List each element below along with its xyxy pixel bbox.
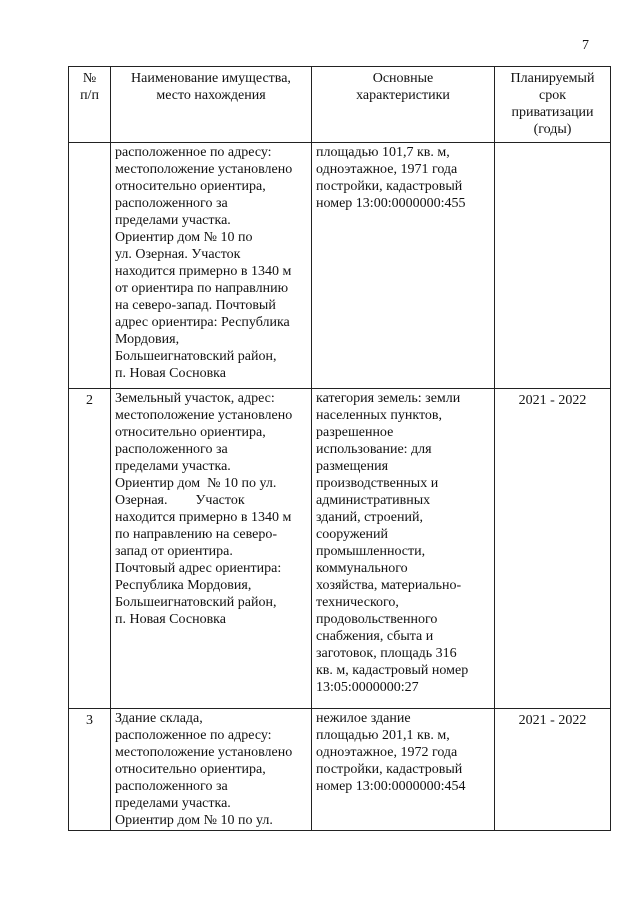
property-name-line: находится примерно в 1340 м xyxy=(115,264,292,279)
row-number xyxy=(69,143,111,389)
property-name-line: расположенное по адресу: xyxy=(115,145,272,160)
property-name-line: местоположение установлено xyxy=(115,745,293,760)
characteristics-cell xyxy=(312,709,495,831)
characteristics-line: площадью 101,7 кв. м, xyxy=(316,145,450,160)
header-characteristics: Основные характеристики xyxy=(312,67,495,143)
characteristics-line: административных xyxy=(316,493,431,508)
characteristics-line: коммунального xyxy=(316,561,408,576)
property-name-line: расположенного за xyxy=(115,442,228,457)
characteristics-line: заготовок, площадь 316 xyxy=(316,646,457,661)
privatization-term-cell: 2021 - 2022 xyxy=(495,389,611,709)
property-name-line: местоположение установлено xyxy=(115,408,293,423)
property-name-line: расположенного за xyxy=(115,196,228,211)
property-name-line: от ориентира по направлнию xyxy=(115,281,289,296)
property-name-line: Республика Мордовия, xyxy=(115,578,252,593)
header-number: № п/п xyxy=(69,67,111,143)
property-name-line: п. Новая Сосновка xyxy=(115,366,226,381)
characteristics-line: хозяйства, материально- xyxy=(316,578,462,593)
property-name-cell xyxy=(111,389,312,709)
characteristics-line: разрешенное xyxy=(316,425,394,440)
property-name-line: Земельный участок, адрес: xyxy=(115,391,275,406)
characteristics-line: населенных пунктов, xyxy=(316,408,443,423)
table-row xyxy=(69,143,611,389)
property-name-cell xyxy=(111,143,312,389)
property-name-line: расположенного за xyxy=(115,779,228,794)
characteristics-line: одноэтажное, 1972 года xyxy=(316,745,458,760)
characteristics-line: одноэтажное, 1971 года xyxy=(316,162,458,177)
property-name-line: расположенное по адресу: xyxy=(115,728,272,743)
property-name-line: относительно ориентира, xyxy=(115,179,266,194)
property-name-line: Озерная. Участок xyxy=(115,493,245,508)
characteristics-line: промышленности, xyxy=(316,544,426,559)
privatization-term-cell xyxy=(495,143,611,389)
property-name-cell xyxy=(111,709,312,831)
characteristics-line: постройки, кадастровый xyxy=(316,762,463,777)
property-name-line: адрес ориентира: Республика xyxy=(115,315,290,330)
characteristics-line: постройки, кадастровый xyxy=(316,179,463,194)
property-name-line: по направлению на северо- xyxy=(115,527,277,542)
header-privatization-term: Планируемый срок приватизации (годы) xyxy=(495,67,611,143)
characteristics-line: продовольственного xyxy=(316,612,438,627)
characteristics-line: 13:05:0000000:27 xyxy=(316,680,419,695)
property-name-line: пределами участка. xyxy=(115,459,231,474)
property-name-line: Здание склада, xyxy=(115,711,203,726)
property-name-line: Большеигнатовский район, xyxy=(115,595,277,610)
table-row xyxy=(69,389,611,709)
characteristics-line: зданий, строений, xyxy=(316,510,423,525)
table-row xyxy=(69,709,611,831)
row-number: 2 xyxy=(69,389,111,709)
characteristics-cell xyxy=(312,143,495,389)
property-name-line: местоположение установлено xyxy=(115,162,293,177)
property-name-line: Большеигнатовский район, xyxy=(115,349,277,364)
property-name-line: Почтовый адрес ориентира: xyxy=(115,561,282,576)
property-name-line: относительно ориентира, xyxy=(115,425,266,440)
property-name-line: находится примерно в 1340 м xyxy=(115,510,292,525)
characteristics-line: использование: для xyxy=(316,442,432,457)
characteristics-line: номер 13:00:0000000:454 xyxy=(316,779,466,794)
characteristics-line: размещения xyxy=(316,459,389,474)
row-number: 3 xyxy=(69,709,111,831)
header-property-name: Наименование имущества, место нахождения xyxy=(111,67,312,143)
property-name-line: относительно ориентира, xyxy=(115,762,266,777)
characteristics-line: кв. м, кадастровый номер xyxy=(316,663,469,678)
property-name-line: на северо-запад. Почтовый xyxy=(115,298,276,313)
property-name-line: Мордовия, xyxy=(115,332,180,347)
characteristics-line: категория земель: земли xyxy=(316,391,461,406)
property-name-line: ул. Озерная. Участок xyxy=(115,247,241,262)
characteristics-line: номер 13:00:0000000:455 xyxy=(316,196,466,211)
property-name-line: запад от ориентира. xyxy=(115,544,233,559)
characteristics-line: сооружений xyxy=(316,527,389,542)
privatization-term-cell: 2021 - 2022 xyxy=(495,709,611,831)
property-name-line: Ориентир дом № 10 по ул. xyxy=(115,476,277,491)
property-name-line: Ориентир дом № 10 по ул. xyxy=(115,813,273,828)
characteristics-line: производственных и xyxy=(316,476,439,491)
characteristics-line: нежилое здание xyxy=(316,711,411,726)
property-name-line: пределами участка. xyxy=(115,213,231,228)
page-number: 7 xyxy=(582,38,589,53)
property-name-line: п. Новая Сосновка xyxy=(115,612,226,627)
characteristics-line: площадью 201,1 кв. м, xyxy=(316,728,450,743)
characteristics-line: снабжения, сбыта и xyxy=(316,629,434,644)
property-name-line: Ориентир дом № 10 по xyxy=(115,230,253,245)
table-header-row xyxy=(69,67,611,143)
property-name-line: пределами участка. xyxy=(115,796,231,811)
characteristics-cell xyxy=(312,389,495,709)
property-table xyxy=(68,66,611,831)
characteristics-line: технического, xyxy=(316,595,399,610)
